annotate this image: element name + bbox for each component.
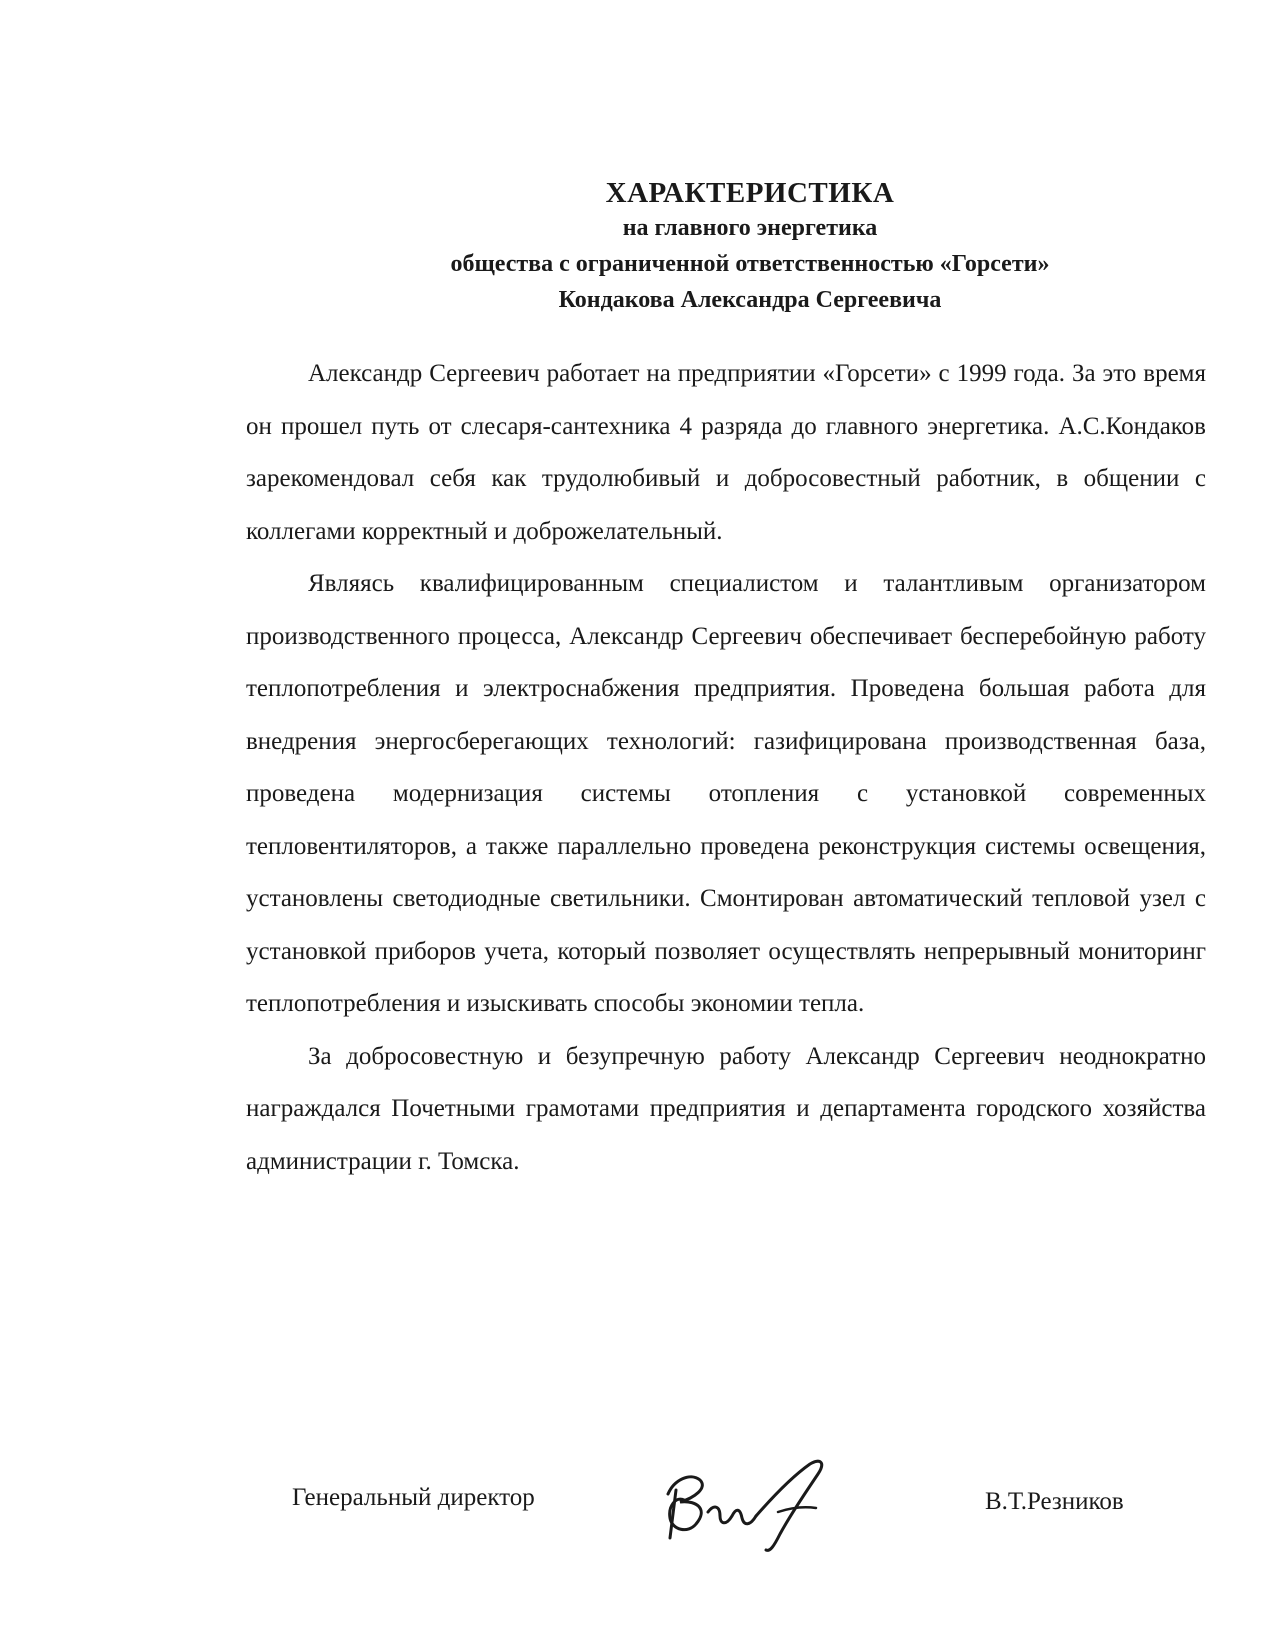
heading-person-name: Кондакова Александра Сергеевича (558, 287, 942, 313)
paragraph-career: Александр Сергеевич работает на предприятии «Горсети» с 1999 года. За это время он прошел путь от слесаря-сантехника 4 разряда до главного энергетика. А.С.Кондаков зарекомендовал себя как трудолюбивый и добросовестный работник, в общении с коллегами корректный и доброжелательный. (246, 360, 1206, 545)
signatory-name: В.Т.Резников (985, 1488, 1124, 1515)
signatory-role: Генеральный директор (292, 1484, 535, 1511)
paragraph-achievements: Являясь квалифицированным специалистом и талантливым организатором производственного процесса, Александр Сергеевич обеспечивает бесперебойную работу теплопотребления и электроснабжения предприятия. Проведена большая работа для внедрения энергосберегающих технологий: газифицирована производственная база, проведена модернизация системы отопления с установкой современных тепловентиляторов, а также параллельно проведена реконструкция системы освещения, установлены светодиодные светильники. Смонтирован автоматический тепловой узел с установкой приборов учета, который позволяет осуществлять непрерывный мониторинг теплопотребления и изыскивать способы экономии тепла. (246, 570, 1206, 1017)
signature-block (0, 1450, 1275, 1570)
heading-organization: общества с ограниченной ответственностью «Горсети» (450, 251, 1050, 277)
handwritten-signature (650, 1450, 850, 1560)
document-title: ХАРАКТЕРИСТИКА (605, 177, 895, 209)
heading-position: на главного энергетика (622, 215, 878, 241)
paragraph-awards: За добросовестную и безупречную работу Александр Сергеевич неоднократно награждался Почетными грамотами предприятия и департамента городского хозяйства администрации г. Томска. (246, 1042, 1206, 1175)
document-heading (380, 176, 1120, 318)
document-body (246, 348, 1206, 1188)
